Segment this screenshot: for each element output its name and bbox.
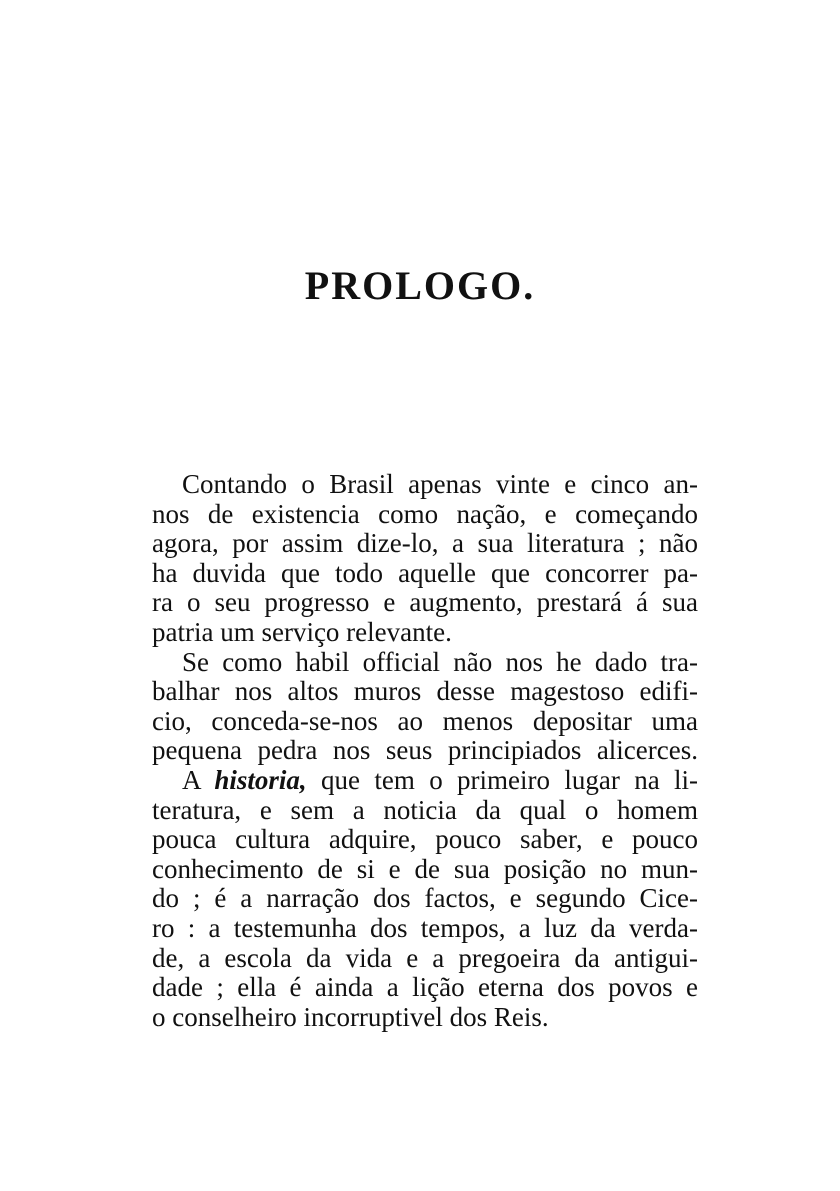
text-line: do ; é a narração dos factos, e segundo Cice- <box>152 883 698 914</box>
text-line: pouca cultura adquire, pouco saber, e pouco <box>152 824 698 855</box>
text-line <box>152 766 698 796</box>
text-line: nos de existencia como nação, e começando <box>152 498 698 529</box>
text-line: pequena pedra nos seus principiados alicerces. <box>152 735 698 766</box>
text-fragment: A <box>182 764 201 795</box>
text-line: Se como habil official não nos he dado tra- <box>182 646 698 677</box>
text-line: conhecimento de si e de sua posição no mun- <box>152 853 698 884</box>
page-title: PROLOGO. <box>304 263 536 308</box>
text-line: Contando o Brasil apenas vinte e cinco an- <box>182 469 698 499</box>
text-line: ha duvida que todo aquelle que concorrer pa- <box>152 557 698 588</box>
text-fragment: que tem o primeiro lugar na li- <box>321 764 699 795</box>
text-line: de, a escola da vida e a pregoeira da antigui- <box>152 942 698 973</box>
prologue-text <box>152 470 698 1032</box>
text-line: o conselheiro incorruptivel dos Reis. <box>152 1001 549 1032</box>
text-line: ra o seu progresso e augmento, prestará á sua <box>152 587 698 618</box>
text-line: dade ; ella é ainda a lição eterna dos povos e <box>152 972 698 1003</box>
text-line: agora, por assim dize-lo, a sua literatura ; não <box>152 528 698 559</box>
text-line: balhar nos altos muros desse magestoso edifi- <box>152 676 698 707</box>
text-line: ro : a testemunha dos tempos, a luz da verda- <box>152 912 698 943</box>
text-line: teratura, e sem a noticia da qual o homem <box>152 794 698 825</box>
text-line: cio, conceda-se-nos ao menos depositar uma <box>152 705 698 736</box>
text-line: patria um serviço relevante. <box>152 616 452 647</box>
italic-word: historia, <box>214 764 307 795</box>
